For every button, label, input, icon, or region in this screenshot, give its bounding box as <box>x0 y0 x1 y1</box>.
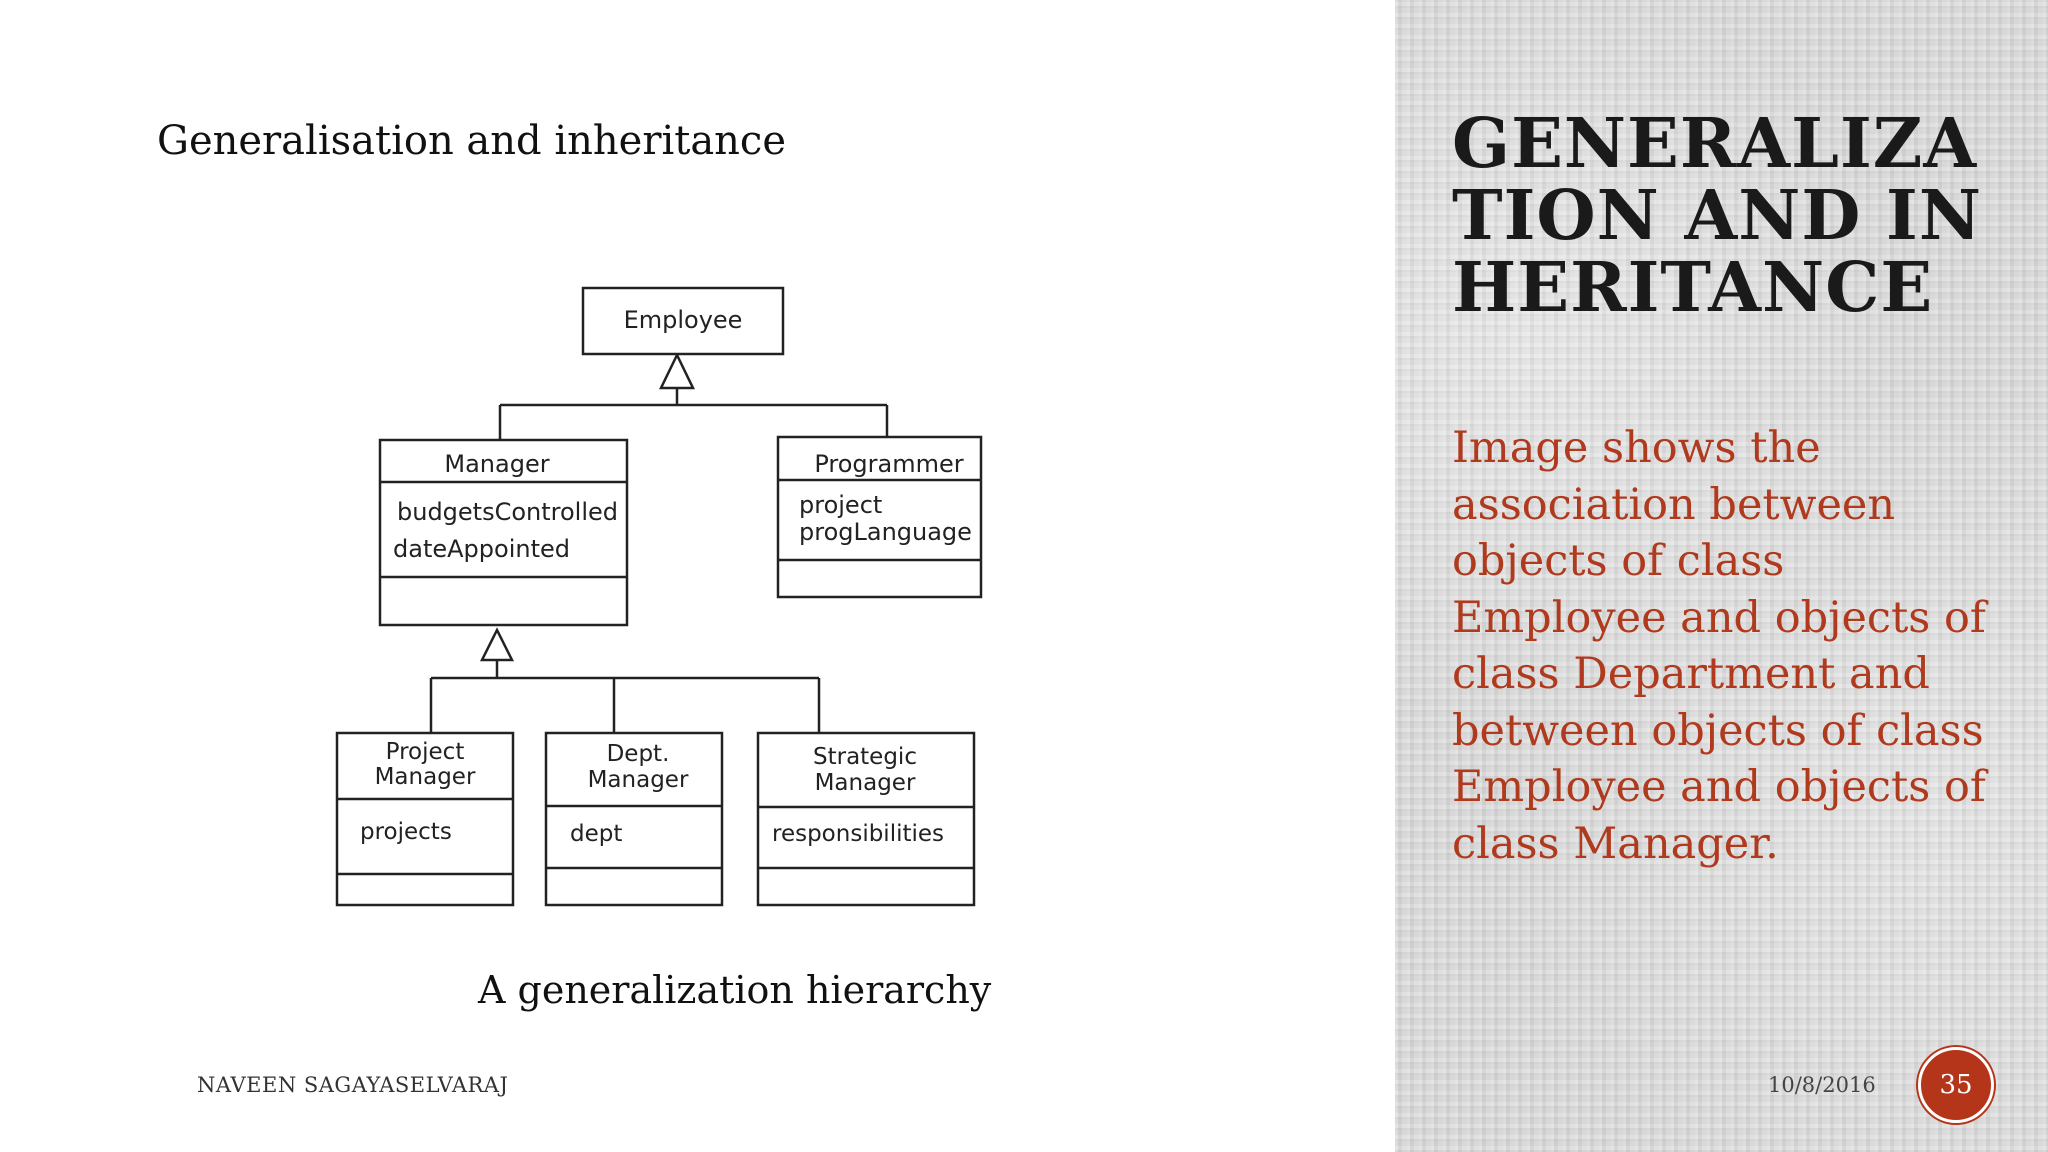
class-employee-name: Employee <box>623 306 743 334</box>
generalization-arrow-manager <box>482 630 512 660</box>
footer-date: 10/8/2016 <box>1768 1073 1876 1097</box>
class-strategic-manager-name: Manager <box>814 770 916 796</box>
uml-generalization-diagram <box>325 270 1025 930</box>
class-manager-name: Manager <box>444 450 550 478</box>
class-strategic-manager-attribute: responsibilities <box>772 821 945 847</box>
class-programmer-name: Programmer <box>814 450 964 478</box>
sidebar-title: GENERALIZATION AND INHERITANCE <box>1452 104 1982 328</box>
class-manager-attribute: dateAppointed <box>393 535 570 563</box>
class-project-manager-attribute: projects <box>360 819 452 845</box>
footer-author: NAVEEN SAGAYASELVARAJ <box>197 1073 509 1097</box>
class-dept-manager-name: Manager <box>587 767 689 793</box>
generalization-arrow-employee <box>661 355 693 388</box>
class-manager <box>380 440 627 625</box>
sidebar-description: Image shows the association between objects of class Employee and objects of class Department and between objects of class Employee and objects of class Manager. <box>1452 423 1986 869</box>
diagram-caption: A generalization hierarchy <box>478 968 992 1012</box>
class-manager-attribute: budgetsControlled <box>397 498 619 526</box>
class-dept-manager <box>546 733 722 905</box>
class-dept-manager-attribute: dept <box>570 821 623 847</box>
class-dept-manager-name: Dept. <box>606 741 670 767</box>
class-project-manager-name: Project <box>385 739 465 765</box>
class-project-manager <box>337 733 513 905</box>
class-programmer-attribute: project <box>799 491 883 519</box>
class-strategic-manager <box>758 733 974 905</box>
page-number-badge: 35 <box>1918 1047 1994 1123</box>
class-programmer-attribute: progLanguage <box>799 518 972 546</box>
class-programmer <box>778 437 981 597</box>
class-strategic-manager-name: Strategic <box>813 744 917 770</box>
slide-heading: Generalisation and inheritance <box>157 118 787 164</box>
class-project-manager-name: Manager <box>374 764 476 790</box>
class-employee <box>583 288 783 354</box>
